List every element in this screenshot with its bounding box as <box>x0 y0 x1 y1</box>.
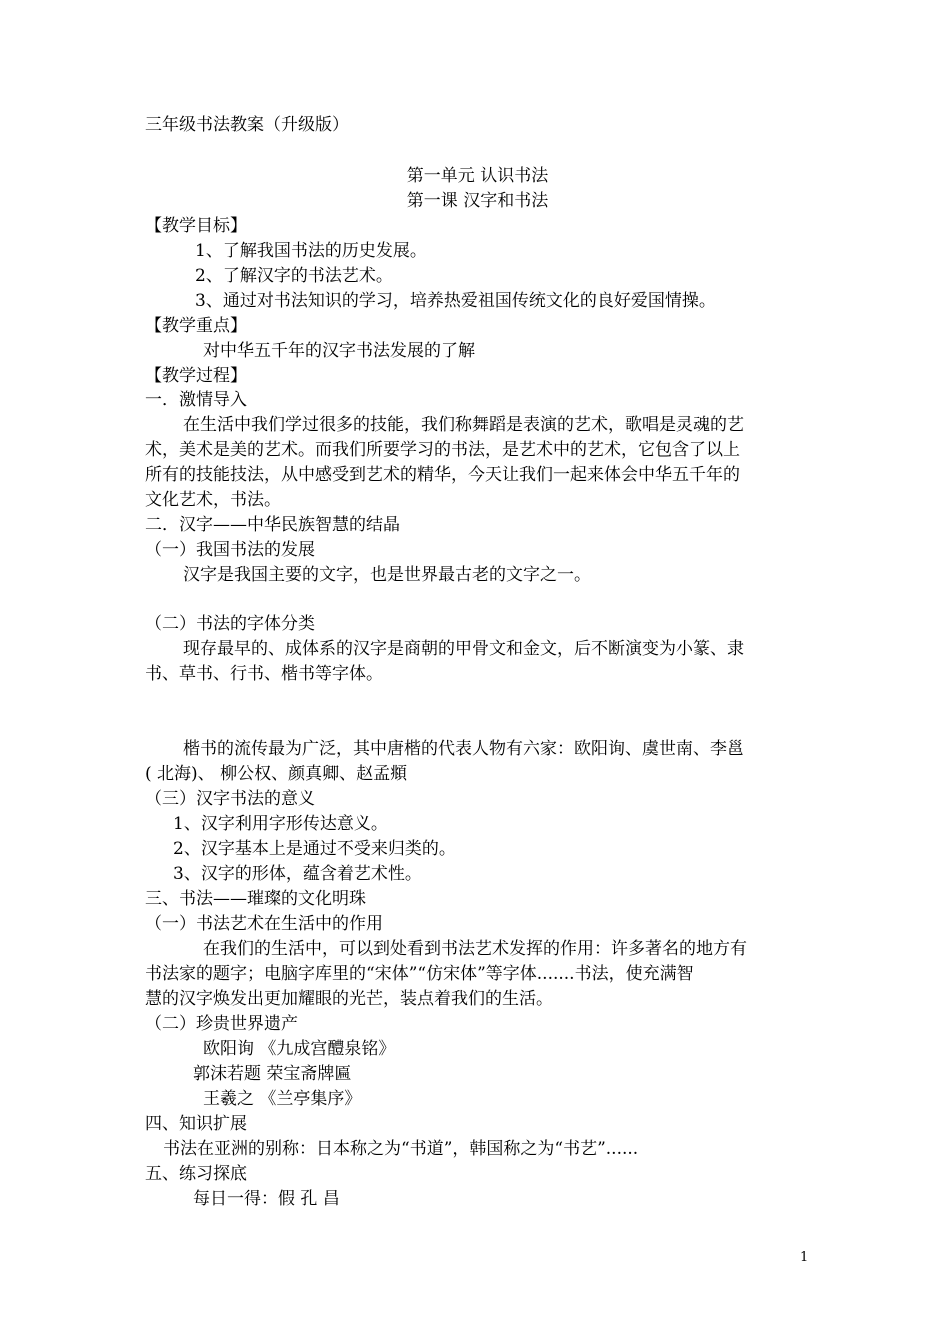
list-item: 3、汉字的形体，蕴含着艺术性。 <box>173 864 422 884</box>
paragraph-line: 汉字是我国主要的文字，也是世界最古老的文字之一。 <box>183 565 591 585</box>
paragraph-line: 每日一得：假 孔 昌 <box>193 1189 340 1209</box>
paragraph-line: 术，美术是美的艺术。而我们所要学习的书法，是艺术中的艺术，它包含了以上 <box>145 440 740 460</box>
key-heading: 【教学重点】 <box>145 316 247 336</box>
list-item: 王羲之 《兰亭集序》 <box>203 1089 362 1109</box>
goal-item: 3、通过对书法知识的学习，培养热爱祖国传统文化的良好爱国情操。 <box>195 291 716 311</box>
paragraph-line: 文化艺术，书法。 <box>145 490 281 510</box>
paragraph-line: 所有的技能技法，从中感受到艺术的精华，今天让我们一起来体会中华五千年的 <box>145 465 740 485</box>
subsection-heading: （二）书法的字体分类 <box>145 614 315 634</box>
paragraph-line: 楷书的流传最为广泛，其中唐楷的代表人物有六家：欧阳询、虞世南、李邕 <box>183 739 744 759</box>
paragraph-line: 在我们的生活中，可以到处看到书法艺术发挥的作用：许多著名的地方有 <box>203 939 747 959</box>
goals-heading: 【教学目标】 <box>145 216 247 236</box>
section-heading: 五、练习探底 <box>145 1164 247 1184</box>
paragraph-line: 慧的汉字焕发出更加耀眼的光芒，装点着我们的生活。 <box>145 989 553 1009</box>
paragraph-line: 现存最早的、成体系的汉字是商朝的甲骨文和金文，后不断演变为小篆、隶 <box>183 639 744 659</box>
subsection-heading: （一）我国书法的发展 <box>145 540 315 560</box>
paragraph-line: 在生活中我们学过很多的技能，我们称舞蹈是表演的艺术，歌唱是灵魂的艺 <box>183 415 744 435</box>
section-heading: 一．激情导入 <box>145 390 247 410</box>
section-heading: 四、知识扩展 <box>145 1114 247 1134</box>
list-item: 1、汉字利用字形传达意义。 <box>173 814 388 834</box>
paragraph-line: 书、草书、行书、楷书等字体。 <box>145 664 383 684</box>
subsection-heading: （一）书法艺术在生活中的作用 <box>145 914 383 934</box>
paragraph-line: ( 北海)、 柳公权、颜真卿、赵孟頫 <box>145 764 408 784</box>
document-title: 三年级书法教案（升级版） <box>145 115 349 135</box>
unit-heading: 第一单元 认识书法 <box>406 166 549 186</box>
list-item: 欧阳询 《九成宫醴泉铭》 <box>203 1039 396 1059</box>
subsection-heading: （三）汉字书法的意义 <box>145 789 315 809</box>
key-text: 对中华五千年的汉字书法发展的了解 <box>203 341 475 361</box>
page-number: 1 <box>800 1250 809 1265</box>
lesson-heading: 第一课 汉字和书法 <box>406 191 549 211</box>
paragraph-line: 书法在亚洲的别称：日本称之为“书道”，韩国称之为“书艺”...... <box>163 1139 639 1159</box>
section-heading: 三、书法——璀璨的文化明珠 <box>145 889 366 909</box>
paragraph-line: 书法家的题字；电脑字库里的“宋体”“仿宋体”等字体.......书法，使充满智 <box>145 964 694 984</box>
subsection-heading: （二）珍贵世界遗产 <box>145 1014 298 1034</box>
list-item: 郭沫若题 荣宝斋牌匾 <box>193 1064 352 1084</box>
list-item: 2、汉字基本上是通过不受来归类的。 <box>173 839 456 859</box>
section-heading: 二．汉字——中华民族智慧的结晶 <box>145 515 400 535</box>
goal-item: 1、了解我国书法的历史发展。 <box>195 241 427 261</box>
process-heading: 【教学过程】 <box>145 366 247 386</box>
goal-item: 2、了解汉字的书法艺术。 <box>195 266 393 286</box>
